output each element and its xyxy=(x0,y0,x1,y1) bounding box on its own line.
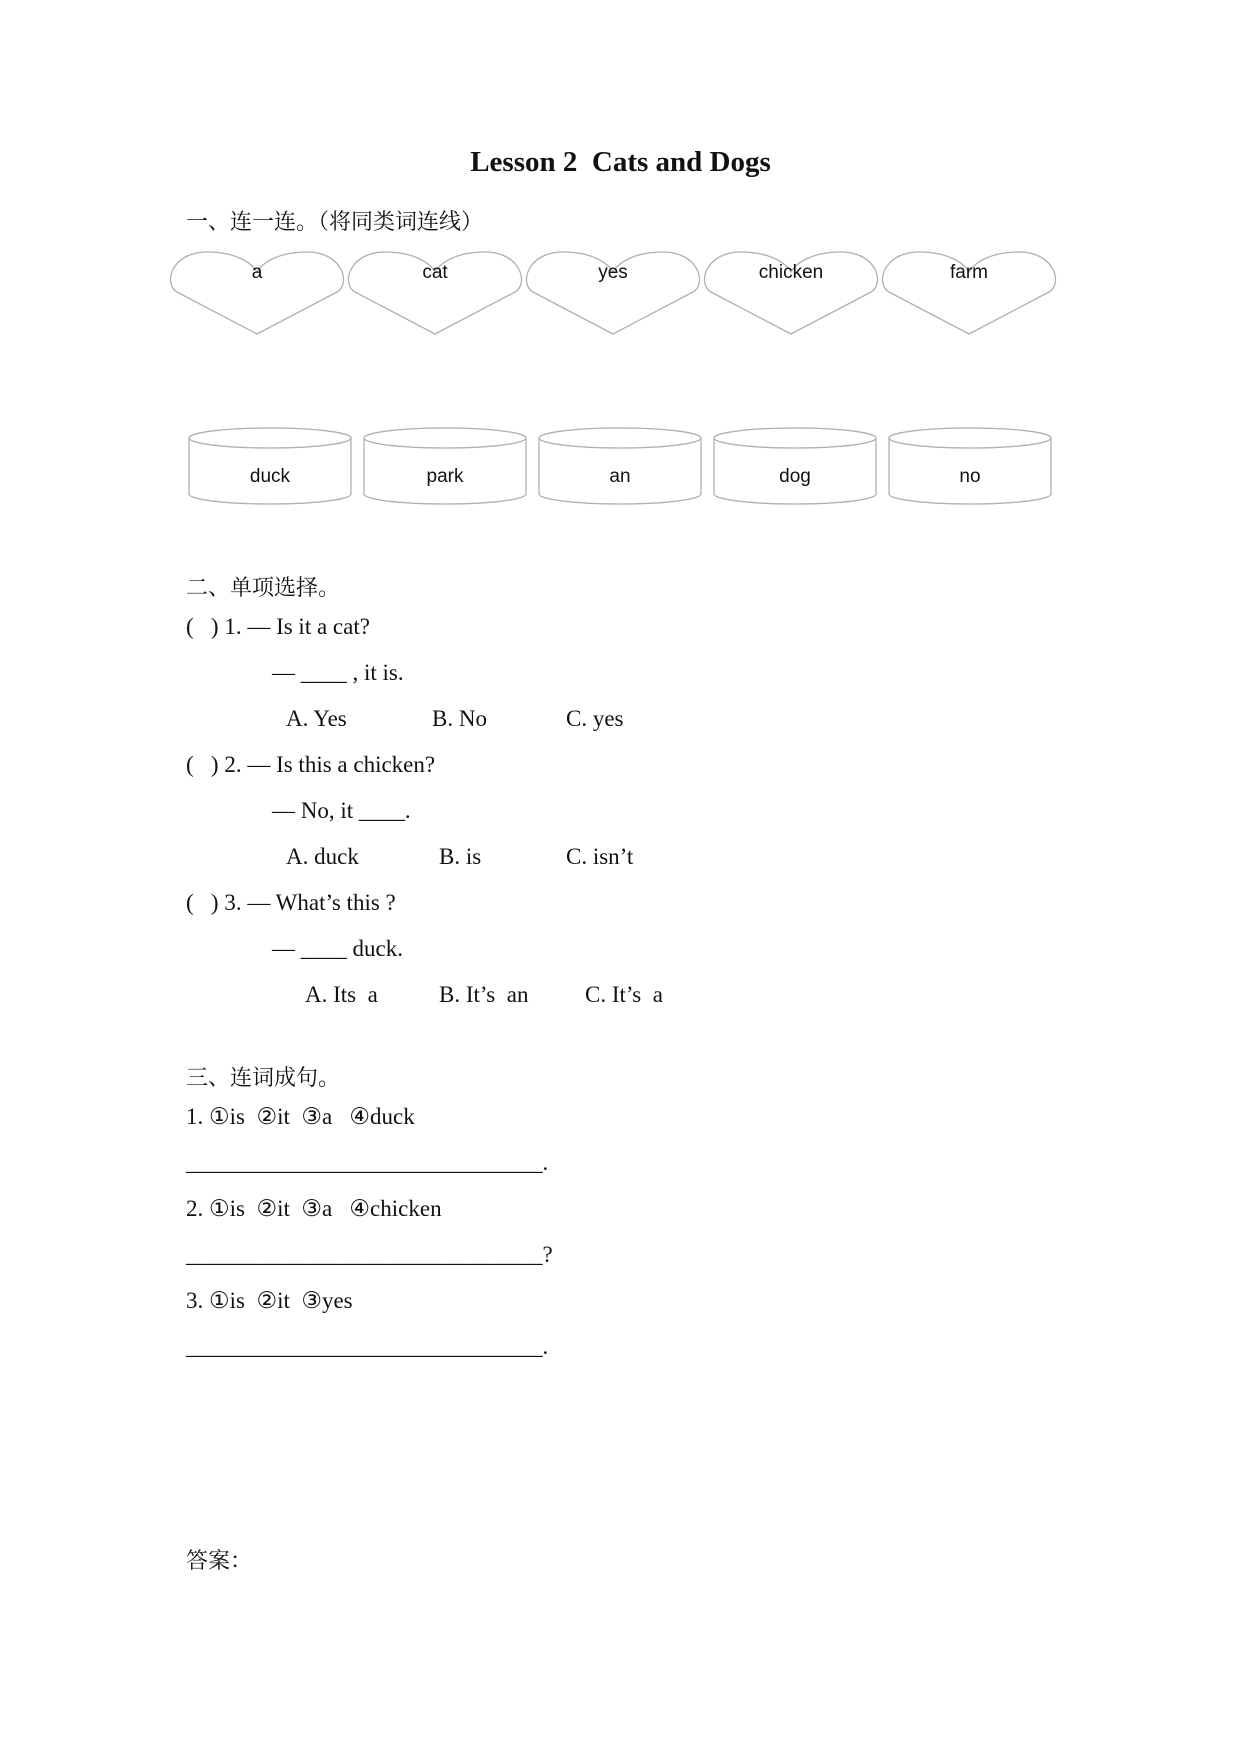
heart-word: yes xyxy=(598,262,628,283)
section2-heading: 二、单项选择。 xyxy=(186,576,341,601)
cylinder-top xyxy=(364,428,526,448)
section1-heading: 一、连一连。（将同类词连线） xyxy=(186,210,484,235)
sentence-1-blank: _______________________________. xyxy=(186,1150,549,1175)
question-3-option-b: B. It’s an xyxy=(439,982,529,1007)
page-title: Lesson 2 Cats and Dogs xyxy=(470,146,771,178)
question-3-option-a: A. Its a xyxy=(305,982,378,1007)
heart-word: chicken xyxy=(758,262,824,283)
sentence-3-blank: _______________________________. xyxy=(186,1334,549,1359)
cylinder-word: dog xyxy=(779,466,811,487)
cylinder-top xyxy=(189,428,351,448)
question-3-option-c: C. It’s a xyxy=(585,982,663,1007)
cylinder-word: park xyxy=(426,466,464,487)
question-3-stem: ( ) 3. — What’s this ? xyxy=(186,890,396,915)
question-2-option-b: B. is xyxy=(439,844,482,869)
matching-shapes xyxy=(0,0,1241,520)
question-2-stem: ( ) 2. — Is this a chicken? xyxy=(186,752,436,777)
sentence-2-prompt: 2. ①is ②it ③a ④chicken xyxy=(186,1196,442,1221)
heart-word: a xyxy=(251,262,263,283)
question-1-stem: ( ) 1. — Is it a cat? xyxy=(186,614,370,639)
cylinder-word: no xyxy=(959,466,981,487)
cylinder-word: an xyxy=(609,466,631,487)
section3-heading: 三、连词成句。 xyxy=(186,1066,341,1091)
question-2-answer-line: — No, it ____. xyxy=(272,798,411,823)
question-3-answer-line: — ____ duck. xyxy=(272,936,403,961)
question-2-option-a: A. duck xyxy=(286,844,359,869)
sentence-2-blank: _______________________________? xyxy=(186,1242,553,1267)
cylinder-top xyxy=(714,428,876,448)
question-1-option-b: B. No xyxy=(432,706,487,731)
question-2-option-c: C. isn’t xyxy=(566,844,634,869)
cylinder-top xyxy=(889,428,1051,448)
question-1-answer-line: — ____ , it is. xyxy=(272,660,404,685)
cylinder-word: duck xyxy=(249,466,291,487)
sentence-1-prompt: 1. ①is ②it ③a ④duck xyxy=(186,1104,415,1129)
question-1-option-a: A. Yes xyxy=(286,706,347,731)
answers-label: 答案： xyxy=(186,1549,253,1574)
cylinder-top xyxy=(539,428,701,448)
question-1-option-c: C. yes xyxy=(566,706,624,731)
heart-word: cat xyxy=(422,262,448,283)
sentence-3-prompt: 3. ①is ②it ③yes xyxy=(186,1288,353,1313)
heart-word: farm xyxy=(950,262,988,283)
